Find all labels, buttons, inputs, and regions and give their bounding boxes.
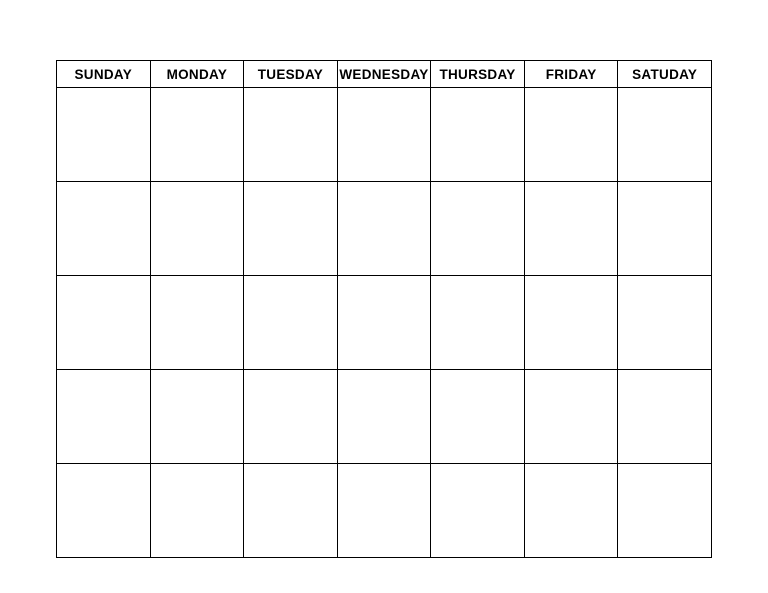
day-cell-text	[244, 370, 337, 386]
day-cell[interactable]	[618, 88, 712, 182]
day-cell[interactable]	[150, 182, 244, 276]
day-cell[interactable]	[431, 464, 525, 558]
weekday-header-monday: MONDAY	[150, 61, 244, 88]
day-cell[interactable]	[337, 182, 431, 276]
day-cell-text	[151, 88, 244, 104]
day-cell[interactable]	[244, 464, 338, 558]
day-cell-text	[244, 276, 337, 292]
day-cell[interactable]	[57, 276, 151, 370]
weekday-header-saturday: SATUDAY	[618, 61, 712, 88]
day-cell-text	[618, 182, 711, 198]
weekday-header-sunday: SUNDAY	[57, 61, 151, 88]
day-cell[interactable]	[150, 276, 244, 370]
day-cell[interactable]	[337, 88, 431, 182]
day-cell-text	[431, 88, 524, 104]
day-cell-text	[244, 88, 337, 104]
day-cell-text	[431, 182, 524, 198]
day-cell-text	[431, 370, 524, 386]
day-cell-text	[57, 370, 150, 386]
day-cell[interactable]	[431, 88, 525, 182]
day-cell-text	[525, 276, 618, 292]
day-cell-text	[57, 88, 150, 104]
day-cell-text	[151, 370, 244, 386]
day-cell-text	[431, 276, 524, 292]
calendar-week-row	[57, 464, 712, 558]
weekday-header-friday: FRIDAY	[524, 61, 618, 88]
day-cell-text	[338, 276, 431, 292]
calendar-body	[57, 88, 712, 558]
day-cell[interactable]	[524, 276, 618, 370]
day-cell-text	[244, 182, 337, 198]
day-cell-text	[618, 464, 711, 480]
day-cell[interactable]	[244, 88, 338, 182]
day-cell[interactable]	[618, 182, 712, 276]
day-cell-text	[57, 182, 150, 198]
weekday-header-tuesday: TUESDAY	[244, 61, 338, 88]
day-cell[interactable]	[57, 464, 151, 558]
day-cell-text	[525, 464, 618, 480]
day-cell-text	[338, 88, 431, 104]
day-cell-text	[618, 370, 711, 386]
calendar-header-row-group	[57, 61, 712, 88]
day-cell-text	[525, 182, 618, 198]
day-cell[interactable]	[618, 370, 712, 464]
day-cell[interactable]	[244, 182, 338, 276]
day-cell[interactable]	[524, 464, 618, 558]
day-cell-text	[618, 88, 711, 104]
day-cell[interactable]	[150, 370, 244, 464]
day-cell-text	[525, 370, 618, 386]
day-cell-text	[244, 464, 337, 480]
day-cell-text	[525, 88, 618, 104]
weekday-header-row	[57, 61, 712, 88]
day-cell-text	[431, 464, 524, 480]
day-cell[interactable]	[618, 276, 712, 370]
day-cell[interactable]	[150, 464, 244, 558]
day-cell-text	[151, 276, 244, 292]
weekday-header-wednesday: WEDNESDAY	[337, 61, 431, 88]
day-cell[interactable]	[57, 88, 151, 182]
day-cell-text	[338, 182, 431, 198]
day-cell[interactable]	[337, 370, 431, 464]
day-cell[interactable]	[337, 276, 431, 370]
day-cell-text	[151, 182, 244, 198]
calendar-week-row	[57, 182, 712, 276]
day-cell[interactable]	[337, 464, 431, 558]
calendar-week-row	[57, 88, 712, 182]
day-cell[interactable]	[618, 464, 712, 558]
calendar-week-row	[57, 276, 712, 370]
day-cell-text	[338, 464, 431, 480]
day-cell-text	[338, 370, 431, 386]
day-cell[interactable]	[431, 182, 525, 276]
day-cell[interactable]	[431, 370, 525, 464]
day-cell-text	[151, 464, 244, 480]
day-cell[interactable]	[57, 182, 151, 276]
calendar-week-row	[57, 370, 712, 464]
day-cell[interactable]	[524, 88, 618, 182]
calendar-grid	[56, 60, 712, 558]
day-cell-text	[57, 276, 150, 292]
day-cell-text	[618, 276, 711, 292]
day-cell[interactable]	[431, 276, 525, 370]
weekday-header-thursday: THURSDAY	[431, 61, 525, 88]
day-cell[interactable]	[524, 370, 618, 464]
day-cell[interactable]	[524, 182, 618, 276]
day-cell[interactable]	[150, 88, 244, 182]
day-cell[interactable]	[244, 370, 338, 464]
day-cell-text	[57, 464, 150, 480]
day-cell[interactable]	[57, 370, 151, 464]
day-cell[interactable]	[244, 276, 338, 370]
